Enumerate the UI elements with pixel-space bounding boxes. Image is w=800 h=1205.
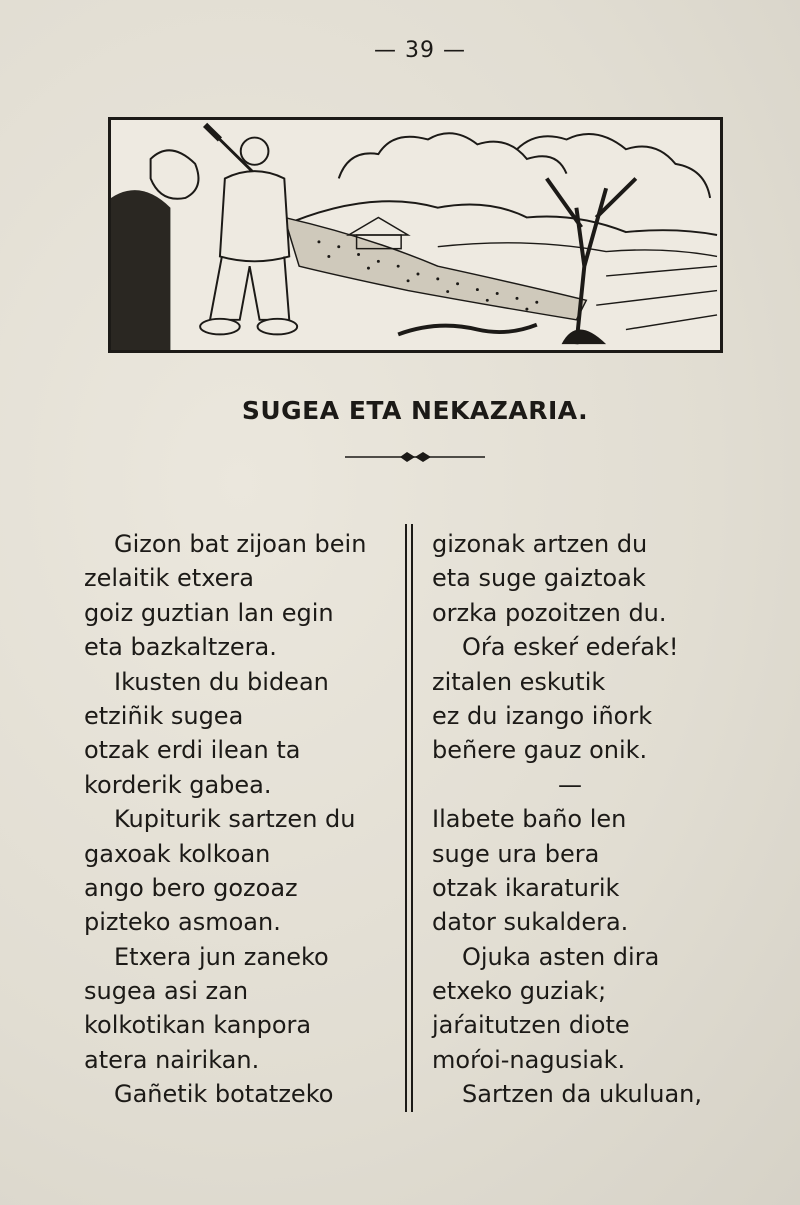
poem-right-column (432, 527, 702, 1112)
ornament-divider (345, 447, 485, 467)
verse-line: beñere gauz onik. (432, 736, 648, 765)
verse-line: Kupiturik sartzen du (114, 805, 356, 834)
verse-line: goiz guztian lan egin (84, 598, 334, 627)
verse-line: jaŕaitutzen diote (432, 1011, 630, 1040)
verse-line: otzak ikaraturik (432, 873, 620, 902)
poem-left-column (84, 527, 366, 1112)
poem-title: SUGEA ETA NEKAZARIA. (241, 396, 589, 425)
verse-line: Sartzen da ukuluan, (462, 1080, 702, 1109)
verse-line: suge ura bera (432, 839, 600, 868)
verse-line: gizonak artzen du (432, 530, 648, 558)
verse-line: zelaitik etxera (84, 564, 254, 593)
verse-line: etxeko guziak; (432, 977, 607, 1006)
verse-line: dator sukaldera. (432, 908, 629, 937)
illustration (108, 117, 723, 353)
stanza-break: — (558, 770, 582, 799)
verse-line: pizteko asmoan. (84, 908, 281, 937)
verse-line: ez du izango iñork (432, 701, 653, 730)
verse-line: zitalen eskutik (432, 667, 606, 696)
verse-line: korderik gabea. (84, 770, 272, 799)
verse-line: Ikusten du bidean (114, 667, 329, 696)
verse-line: moŕoi-nagusiak. (432, 1045, 626, 1074)
verse-line: Ojuka asten dira (462, 942, 660, 971)
verse-line: kolkotikan kanpora (84, 1011, 312, 1040)
verse-line: eta suge gaiztoak (432, 564, 646, 593)
verse-line: Etxera jun zaneko (114, 942, 329, 971)
verse-line: gaxoak kolkoan (84, 839, 271, 868)
verse-line: Ilabete baño len (432, 805, 627, 834)
verse-line: ango bero gozoaz (84, 873, 298, 902)
column-divider (405, 524, 413, 1112)
verse-line: etziñik sugea (84, 701, 244, 730)
verse-line: Gizon bat zijoan bein (114, 530, 367, 558)
verse-line: Oŕa eskeŕ edeŕak! (462, 633, 679, 662)
verse-line: sugea asi zan (84, 977, 249, 1006)
verse-line: atera nairikan. (84, 1045, 260, 1074)
page-number: — 39 — (374, 38, 466, 63)
verse-line: orzka pozoitzen du. (432, 598, 667, 627)
verse-line: Gañetik botatzeko (114, 1080, 334, 1109)
verse-line: eta bazkaltzera. (84, 633, 277, 662)
verse-line: otzak erdi ilean ta (84, 736, 301, 765)
peasant-landscape-illustration (111, 120, 720, 350)
